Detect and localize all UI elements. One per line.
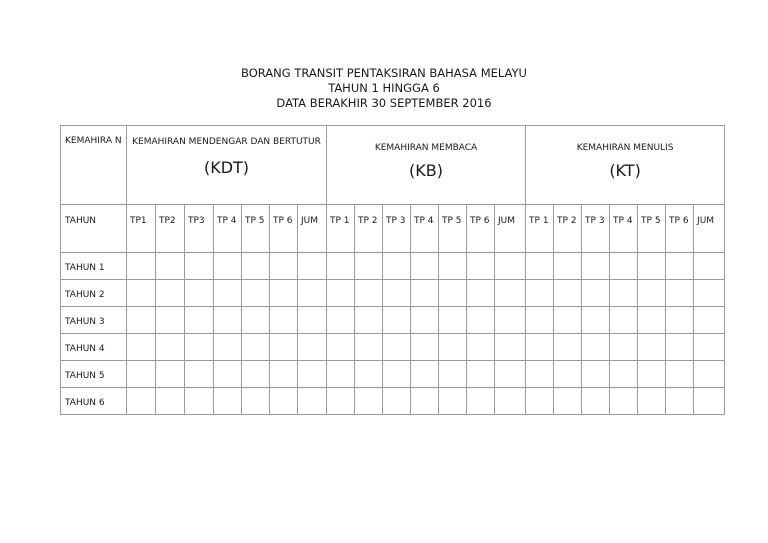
entry-cell[interactable] — [327, 361, 355, 388]
entry-cell[interactable] — [610, 361, 638, 388]
group-abbr: (KB) — [409, 161, 443, 180]
entry-cell[interactable] — [156, 280, 185, 307]
year-column-label: TAHUN — [61, 205, 127, 253]
entry-cell[interactable] — [467, 334, 495, 361]
table-row — [61, 307, 725, 334]
entry-cell[interactable] — [582, 388, 610, 415]
entry-cell[interactable] — [526, 253, 554, 280]
entry-cell[interactable] — [610, 253, 638, 280]
entry-cell[interactable] — [554, 334, 582, 361]
subcolumn-kdt: TP 4 — [214, 205, 242, 253]
entry-cell[interactable] — [242, 361, 270, 388]
entry-cell[interactable] — [694, 334, 725, 361]
subcolumn-kt: TP 1 — [526, 205, 554, 253]
subcolumn-kt: TP 4 — [610, 205, 638, 253]
entry-cell[interactable] — [694, 253, 725, 280]
subcolumn-kdt: TP1 — [127, 205, 156, 253]
entry-cell[interactable] — [610, 388, 638, 415]
entry-cell[interactable] — [495, 253, 526, 280]
entry-cell[interactable] — [666, 334, 694, 361]
entry-cell[interactable] — [467, 253, 495, 280]
entry-cell[interactable] — [638, 253, 666, 280]
entry-cell[interactable] — [610, 280, 638, 307]
entry-cell[interactable] — [270, 280, 298, 307]
subcolumn-kb: TP 2 — [355, 205, 383, 253]
group-kb-header — [327, 126, 526, 205]
subcolumn-kb: TP 3 — [383, 205, 411, 253]
entry-cell[interactable] — [127, 253, 156, 280]
entry-cell[interactable] — [383, 280, 411, 307]
entry-cell[interactable] — [439, 253, 467, 280]
entry-cell[interactable] — [242, 253, 270, 280]
entry-cell[interactable] — [582, 334, 610, 361]
entry-cell[interactable] — [214, 388, 242, 415]
entry-cell[interactable] — [383, 253, 411, 280]
row-label: TAHUN 5 — [61, 361, 127, 388]
table-row — [61, 253, 725, 280]
entry-cell[interactable] — [439, 334, 467, 361]
entry-cell[interactable] — [156, 334, 185, 361]
entry-cell[interactable] — [242, 334, 270, 361]
subcolumn-kdt: TP3 — [185, 205, 214, 253]
entry-cell[interactable] — [467, 388, 495, 415]
subcolumn-kdt: TP 5 — [242, 205, 270, 253]
entry-cell[interactable] — [694, 388, 725, 415]
entry-cell[interactable] — [185, 361, 214, 388]
entry-cell[interactable] — [610, 334, 638, 361]
entry-cell[interactable] — [554, 307, 582, 334]
entry-cell[interactable] — [185, 334, 214, 361]
entry-cell[interactable] — [495, 334, 526, 361]
row-label: TAHUN 2 — [61, 280, 127, 307]
entry-cell[interactable] — [127, 334, 156, 361]
row-label: TAHUN 4 — [61, 334, 127, 361]
entry-cell[interactable] — [127, 307, 156, 334]
entry-cell[interactable] — [582, 280, 610, 307]
entry-cell[interactable] — [582, 253, 610, 280]
entry-cell[interactable] — [355, 253, 383, 280]
group-name: KEMAHIRAN MENDENGAR DAN BERTUTUR — [132, 137, 321, 147]
entry-cell[interactable] — [526, 280, 554, 307]
entry-cell[interactable] — [270, 307, 298, 334]
entry-cell[interactable] — [411, 253, 439, 280]
group-header-row — [61, 126, 725, 205]
subcolumn-kb: JUM — [495, 205, 526, 253]
entry-cell[interactable] — [610, 307, 638, 334]
entry-cell[interactable] — [156, 307, 185, 334]
entry-cell[interactable] — [355, 280, 383, 307]
entry-cell[interactable] — [270, 253, 298, 280]
assessment-table — [60, 125, 725, 415]
entry-cell[interactable] — [327, 253, 355, 280]
subcolumn-kb: TP 4 — [411, 205, 439, 253]
entry-cell[interactable] — [638, 361, 666, 388]
entry-cell[interactable] — [554, 253, 582, 280]
table-row — [61, 280, 725, 307]
entry-cell[interactable] — [214, 334, 242, 361]
entry-cell[interactable] — [185, 280, 214, 307]
group-abbr: (KT) — [609, 161, 641, 180]
title-line-3: DATA BERAKHIR 30 SEPTEMBER 2016 — [276, 96, 492, 110]
entry-cell[interactable] — [694, 280, 725, 307]
group-kdt-header — [127, 126, 327, 205]
entry-cell[interactable] — [298, 307, 327, 334]
entry-cell[interactable] — [439, 307, 467, 334]
entry-cell[interactable] — [666, 361, 694, 388]
row-label: TAHUN 6 — [61, 388, 127, 415]
entry-cell[interactable] — [411, 307, 439, 334]
entry-cell[interactable] — [411, 361, 439, 388]
subcolumn-kt: JUM — [694, 205, 725, 253]
subcolumn-kb: TP 5 — [439, 205, 467, 253]
entry-cell[interactable] — [411, 280, 439, 307]
entry-cell[interactable] — [666, 388, 694, 415]
entry-cell[interactable] — [327, 388, 355, 415]
entry-cell[interactable] — [355, 361, 383, 388]
row-label: TAHUN 3 — [61, 307, 127, 334]
table-row — [61, 334, 725, 361]
entry-cell[interactable] — [638, 388, 666, 415]
group-kt-header — [526, 126, 725, 205]
entry-cell[interactable] — [666, 280, 694, 307]
entry-cell[interactable] — [439, 361, 467, 388]
subcolumn-kt: TP 5 — [638, 205, 666, 253]
group-name: KEMAHIRAN MENULIS — [576, 143, 674, 153]
entry-cell[interactable] — [383, 334, 411, 361]
entry-cell[interactable] — [298, 361, 327, 388]
entry-cell[interactable] — [185, 253, 214, 280]
entry-cell[interactable] — [242, 388, 270, 415]
subcolumn-kb: TP 6 — [467, 205, 495, 253]
entry-cell[interactable] — [554, 280, 582, 307]
entry-cell[interactable] — [495, 280, 526, 307]
subcolumn-kdt: JUM — [298, 205, 327, 253]
entry-cell[interactable] — [694, 307, 725, 334]
table-row — [61, 388, 725, 415]
entry-cell[interactable] — [242, 280, 270, 307]
group-name: KEMAHIRAN MEMBACA — [374, 143, 478, 153]
entry-cell[interactable] — [270, 388, 298, 415]
entry-cell[interactable] — [127, 361, 156, 388]
entry-cell[interactable] — [298, 280, 327, 307]
table-row — [61, 361, 725, 388]
entry-cell[interactable] — [355, 388, 383, 415]
entry-cell[interactable] — [242, 307, 270, 334]
subcolumn-kdt: TP 6 — [270, 205, 298, 253]
entry-cell[interactable] — [127, 280, 156, 307]
entry-cell[interactable] — [495, 388, 526, 415]
entry-cell[interactable] — [156, 361, 185, 388]
entry-cell[interactable] — [694, 361, 725, 388]
entry-cell[interactable] — [467, 307, 495, 334]
entry-cell[interactable] — [411, 334, 439, 361]
entry-cell[interactable] — [127, 388, 156, 415]
title-line-2: TAHUN 1 HINGGA 6 — [328, 81, 440, 95]
entry-cell[interactable] — [298, 388, 327, 415]
entry-cell[interactable] — [526, 361, 554, 388]
entry-cell[interactable] — [666, 253, 694, 280]
subcolumn-kt: TP 6 — [666, 205, 694, 253]
subcolumn-kt: TP 2 — [554, 205, 582, 253]
entry-cell[interactable] — [214, 280, 242, 307]
title-line-1: BORANG TRANSIT PENTAKSIRAN BAHASA MELAYU — [241, 66, 527, 80]
entry-cell[interactable] — [467, 280, 495, 307]
entry-cell[interactable] — [495, 307, 526, 334]
entry-cell[interactable] — [298, 253, 327, 280]
entry-cell[interactable] — [214, 361, 242, 388]
entry-cell[interactable] — [383, 307, 411, 334]
entry-cell[interactable] — [526, 307, 554, 334]
entry-cell[interactable] — [638, 334, 666, 361]
entry-cell[interactable] — [214, 307, 242, 334]
entry-cell[interactable] — [355, 307, 383, 334]
entry-cell[interactable] — [327, 334, 355, 361]
entry-cell[interactable] — [270, 361, 298, 388]
entry-cell[interactable] — [327, 307, 355, 334]
entry-cell[interactable] — [554, 388, 582, 415]
corner-label: KEMAHIRA N — [61, 126, 127, 205]
entry-cell[interactable] — [185, 307, 214, 334]
entry-cell[interactable] — [526, 334, 554, 361]
entry-cell[interactable] — [383, 361, 411, 388]
entry-cell[interactable] — [439, 388, 467, 415]
form-title — [0, 66, 768, 111]
entry-cell[interactable] — [298, 334, 327, 361]
entry-cell[interactable] — [327, 280, 355, 307]
entry-cell[interactable] — [270, 334, 298, 361]
entry-cell[interactable] — [156, 253, 185, 280]
entry-cell[interactable] — [355, 334, 383, 361]
entry-cell[interactable] — [411, 388, 439, 415]
entry-cell[interactable] — [467, 361, 495, 388]
row-label: TAHUN 1 — [61, 253, 127, 280]
group-abbr: (KDT) — [203, 158, 250, 177]
entry-cell[interactable] — [666, 307, 694, 334]
subcolumn-kt: TP 3 — [582, 205, 610, 253]
subcolumn-header-row — [61, 205, 725, 253]
entry-cell[interactable] — [638, 307, 666, 334]
entry-cell[interactable] — [156, 388, 185, 415]
entry-cell[interactable] — [526, 388, 554, 415]
entry-cell[interactable] — [638, 280, 666, 307]
entry-cell[interactable] — [582, 307, 610, 334]
entry-cell[interactable] — [383, 388, 411, 415]
entry-cell[interactable] — [214, 253, 242, 280]
subcolumn-kdt: TP2 — [156, 205, 185, 253]
subcolumn-kb: TP 1 — [327, 205, 355, 253]
entry-cell[interactable] — [439, 280, 467, 307]
entry-cell[interactable] — [495, 361, 526, 388]
entry-cell[interactable] — [582, 361, 610, 388]
entry-cell[interactable] — [554, 361, 582, 388]
entry-cell[interactable] — [185, 388, 214, 415]
